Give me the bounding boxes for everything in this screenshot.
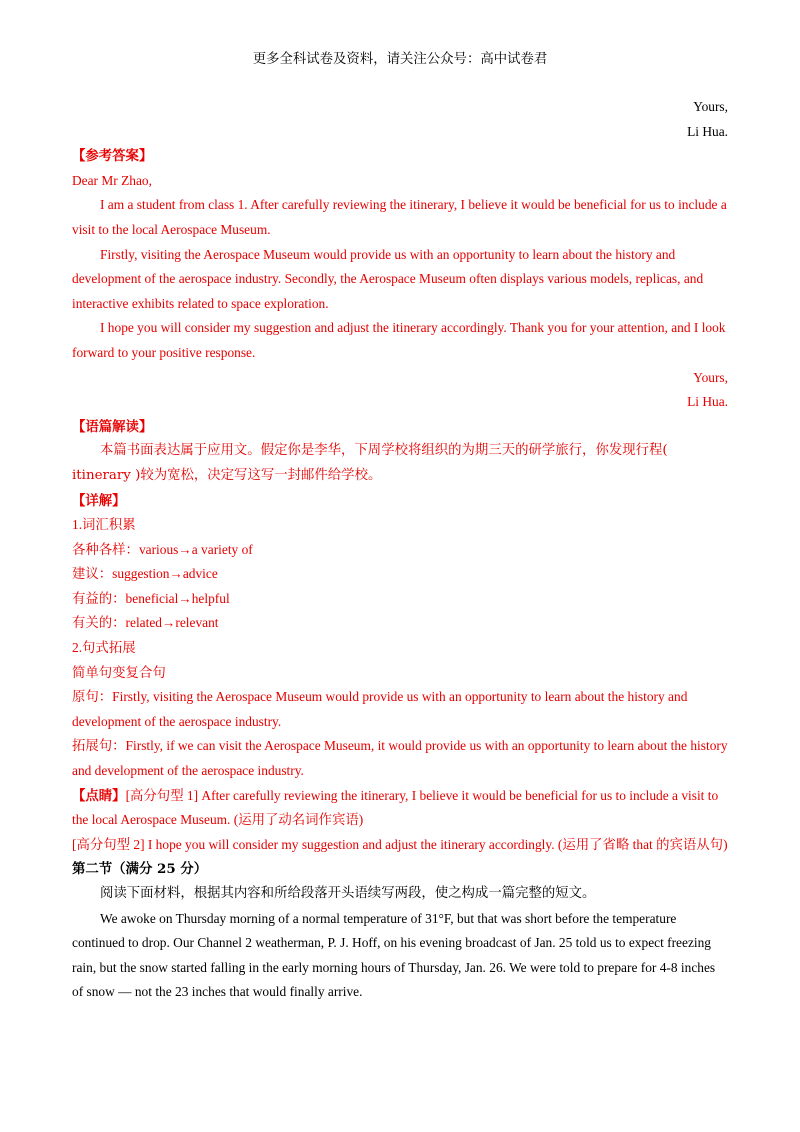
letter-paragraph-2: Firstly, visiting the Aerospace Museum would provide us with an opportunity to learn about the history and development of the aerospace industry. Secondly, the Aerospace Museum often displays various models, replicas, and interactive exhibits related to space exploration. <box>72 246 704 311</box>
answer-heading: 【参考答案】 <box>72 148 153 165</box>
letter-salutation: Dear Mr Zhao, <box>72 172 152 188</box>
highlight-item-2: [高分句型 2] I hope you will consider my suggestion and adjust the itinerary accordingly. (运用了省略 that 的宾语从句) <box>72 836 728 852</box>
page-header: 更多全科试卷及资料，请关注公众号：高中试卷君 <box>252 52 548 67</box>
vocab-item: 有关的：related→relevant <box>72 615 219 631</box>
letter-paragraph-3: I hope you will consider my suggestion and adjust the itinerary accordingly. Thank you for your attention, and I look forward to your positive response. <box>72 320 726 360</box>
letter-closing-yours: Yours, <box>693 369 728 385</box>
vocab-item: 建议：suggestion→advice <box>72 566 218 582</box>
sentence-original: 原句：Firstly, visiting the Aerospace Museum would provide us with an opportunity to learn about the history and development of the aerospace industry. <box>72 689 688 729</box>
sentence-title: 2.句式拓展 <box>72 640 136 656</box>
sentence-subtitle: 简单句变复合句 <box>72 664 166 680</box>
top-closing-name: Li Hua. <box>687 123 728 139</box>
detail-heading: 【详解】 <box>72 492 126 509</box>
vocab-item: 各种各样：various→a variety of <box>72 541 253 557</box>
highlight-item-1-text: [高分句型 1] After carefully reviewing the itinerary, I believe it would be beneficial for us to include a visit to the local Aerospace Museum. (运用了动名词作宾语) <box>72 787 719 828</box>
highlight-label: 【点睛】 <box>72 787 126 804</box>
letter-closing-name: Li Hua. <box>687 394 728 410</box>
top-closing-yours: Yours, <box>693 99 728 114</box>
letter-paragraph-1: I am a student from class 1. After carefully reviewing the itinerary, I believe it would be beneficial for us to include a visit to the local Aerospace Museum. <box>72 197 727 237</box>
reading-text: 本篇书面表达属于应用文。假定你是李华，下周学校将组织的为期三天的研学旅行，你发现行程( itinerary )较为宽松，决定写这写一封邮件给学校。 <box>72 443 668 483</box>
sentence-expanded: 拓展句：Firstly, if we can visit the Aerospace Museum, it would provide us with an opportunity to learn about the history and development of the aerospace industry. <box>72 738 728 779</box>
document-body <box>72 95 728 1005</box>
section2-instruction: 阅读下面材料，根据其内容和所给段落开头语续写两段，使之构成一篇完整的短文。 <box>100 886 596 901</box>
vocab-title: 1.词汇积累 <box>72 517 136 533</box>
section2-passage: We awoke on Thursday morning of a normal temperature of 31°F, but that was short before the temperature continued to drop. Our Channel 2 weatherman, P. J. Hoff, on his evening broadcast of Jan. 25 told us to expect freezing rain, but the snow started falling in the early morning hours of Thursday, Jan. 26. We were told to prepare for 4-8 inches of snow — not the 23 inches that would finally arrive. <box>72 910 716 1000</box>
section2-heading: 第二节（满分 25 分） <box>72 861 208 878</box>
reading-heading: 【语篇解读】 <box>72 418 153 435</box>
vocab-item: 有益的：beneficial→helpful <box>72 590 230 606</box>
highlight-item-1 <box>72 784 728 833</box>
